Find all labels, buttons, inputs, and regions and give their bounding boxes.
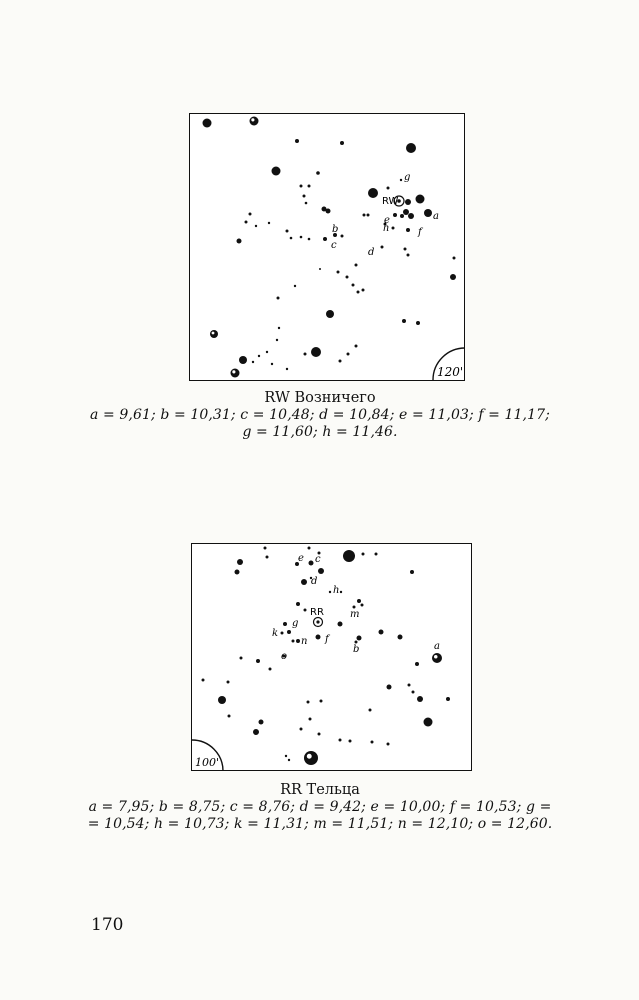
star (264, 547, 267, 550)
star (277, 297, 280, 300)
star (357, 599, 361, 603)
star (392, 227, 395, 230)
star (337, 271, 340, 274)
star (292, 640, 295, 643)
star (237, 239, 242, 244)
star (266, 351, 268, 353)
star (271, 363, 273, 365)
star (300, 236, 303, 239)
comparison-star-label: k (272, 628, 279, 639)
star (239, 356, 247, 364)
star (417, 696, 423, 702)
comparison-star-label: d (368, 247, 375, 258)
comparison-star-label: a (434, 641, 440, 652)
star (340, 141, 344, 145)
star (432, 653, 442, 663)
star (339, 739, 342, 742)
star (218, 696, 226, 704)
star (227, 681, 230, 684)
star (296, 602, 300, 606)
caption-rr-tauri (40, 782, 600, 833)
star (300, 185, 303, 188)
star (309, 561, 314, 566)
star (402, 319, 406, 323)
star (400, 179, 402, 181)
variable-star-label: RR (310, 607, 324, 618)
comparison-star-label: n (301, 636, 308, 647)
star (308, 185, 311, 188)
star (398, 635, 403, 640)
star (369, 709, 372, 712)
star-highlight (232, 370, 235, 373)
star (231, 369, 240, 378)
star (266, 556, 269, 559)
star (371, 741, 374, 744)
star-field (192, 544, 473, 772)
star (367, 214, 370, 217)
star (347, 353, 350, 356)
star (416, 195, 425, 204)
star (424, 718, 433, 727)
star (258, 355, 260, 357)
star (387, 685, 392, 690)
star-field (190, 114, 466, 382)
star (308, 547, 311, 550)
magnitudes-line: g = 11,60; h = 11,46. (242, 424, 398, 440)
star (406, 228, 410, 232)
star (416, 321, 420, 325)
star (375, 553, 378, 556)
magnitudes-line: = 10,54; h = 10,73; k = 11,31; m = 11,51; n = 12,10; o = 12,60. (87, 816, 553, 832)
star (294, 285, 296, 287)
comparison-star-label: g (404, 172, 411, 183)
star (393, 213, 397, 217)
star (305, 202, 308, 205)
field-size-label: 120' (437, 365, 464, 379)
star (245, 221, 248, 224)
star (362, 289, 365, 292)
star (250, 117, 259, 126)
caption-rw-aurigae (40, 390, 600, 441)
star (404, 248, 407, 251)
star (363, 214, 366, 217)
star (259, 720, 264, 725)
star (304, 353, 307, 356)
star (405, 199, 411, 205)
star (203, 119, 212, 128)
magnitudes-line: a = 9,61; b = 10,31; c = 10,48; d = 10,84; e = 11,03; f = 11,17; (90, 407, 550, 423)
star (202, 679, 205, 682)
star (253, 729, 259, 735)
comparison-star-label: d (311, 576, 318, 587)
star (272, 167, 281, 176)
star (295, 139, 299, 143)
comparison-star-label: m (350, 609, 360, 620)
star (228, 715, 231, 718)
star (237, 559, 243, 565)
star (361, 604, 364, 607)
star (355, 345, 358, 348)
comparison-star-label: c (315, 554, 321, 565)
star (281, 632, 284, 635)
star (400, 214, 404, 218)
star (304, 609, 307, 612)
star (287, 630, 291, 634)
comparison-star-label: f (418, 227, 422, 238)
star (303, 195, 306, 198)
star (362, 553, 365, 556)
star (329, 591, 331, 593)
star (278, 327, 280, 329)
star (387, 743, 390, 746)
star (387, 187, 390, 190)
star (316, 171, 320, 175)
star (308, 238, 311, 241)
star (352, 284, 355, 287)
star (210, 330, 218, 338)
star-highlight (307, 754, 312, 759)
star (346, 276, 349, 279)
comparison-star-label: h (383, 223, 390, 234)
page-number: 170 (91, 915, 124, 935)
comparison-star-label: b (332, 224, 339, 235)
star (381, 246, 384, 249)
star (288, 759, 290, 761)
star (320, 700, 323, 703)
star (283, 622, 287, 626)
comparison-star-label: g (292, 618, 299, 629)
star (339, 360, 342, 363)
star (276, 339, 278, 341)
star (252, 361, 254, 363)
star (450, 274, 456, 280)
star (323, 237, 327, 241)
variable-star-dot (316, 620, 319, 623)
comparison-star-label: f (325, 634, 329, 645)
comparison-star-label: b (353, 644, 360, 655)
star-highlight (434, 655, 438, 659)
star (341, 235, 344, 238)
star (415, 662, 419, 666)
star (355, 264, 358, 267)
star (268, 222, 270, 224)
star (318, 568, 324, 574)
star (319, 268, 321, 270)
star (311, 347, 321, 357)
star (269, 668, 272, 671)
star (408, 213, 414, 219)
variable-star-label: RW (382, 196, 399, 207)
star (240, 657, 243, 660)
star (255, 225, 257, 227)
star (379, 630, 384, 635)
star (304, 751, 318, 765)
star (343, 550, 355, 562)
comparison-star-label: o (281, 651, 288, 662)
star (318, 733, 321, 736)
star (309, 718, 312, 721)
star (249, 213, 252, 216)
field-size-label: 100' (195, 756, 220, 769)
star-chart-rr-tauri (191, 543, 472, 771)
star (412, 691, 415, 694)
star (349, 740, 352, 743)
star (286, 368, 288, 370)
star (290, 237, 293, 240)
star (326, 209, 331, 214)
chart-title: RW Возничего (264, 390, 376, 406)
star (406, 143, 416, 153)
star (296, 639, 300, 643)
star (357, 636, 362, 641)
star (286, 230, 289, 233)
star (357, 291, 360, 294)
star (368, 188, 378, 198)
star-highlight (251, 118, 254, 121)
star (285, 755, 287, 757)
star-chart-rw-aurigae (189, 113, 465, 381)
star (338, 622, 343, 627)
star (256, 659, 260, 663)
comparison-star-label: c (331, 240, 337, 251)
star (235, 570, 240, 575)
star (410, 570, 414, 574)
star (424, 209, 432, 217)
star (316, 635, 321, 640)
chart-title: RR Тельца (280, 782, 360, 798)
star (408, 684, 411, 687)
star (301, 579, 307, 585)
star (307, 701, 310, 704)
star (300, 728, 303, 731)
star (446, 697, 450, 701)
comparison-star-label: a (433, 211, 439, 222)
star (407, 254, 410, 257)
magnitudes-line: a = 7,95; b = 8,75; c = 8,76; d = 9,42; e = 10,00; f = 10,53; g = (88, 799, 552, 815)
star-highlight (212, 332, 215, 335)
comparison-star-label: h (333, 585, 340, 596)
star (403, 209, 409, 215)
comparison-star-label: e (384, 215, 390, 226)
comparison-star-label: e (298, 553, 304, 564)
star (340, 591, 342, 593)
star (453, 257, 456, 260)
star (326, 310, 334, 318)
